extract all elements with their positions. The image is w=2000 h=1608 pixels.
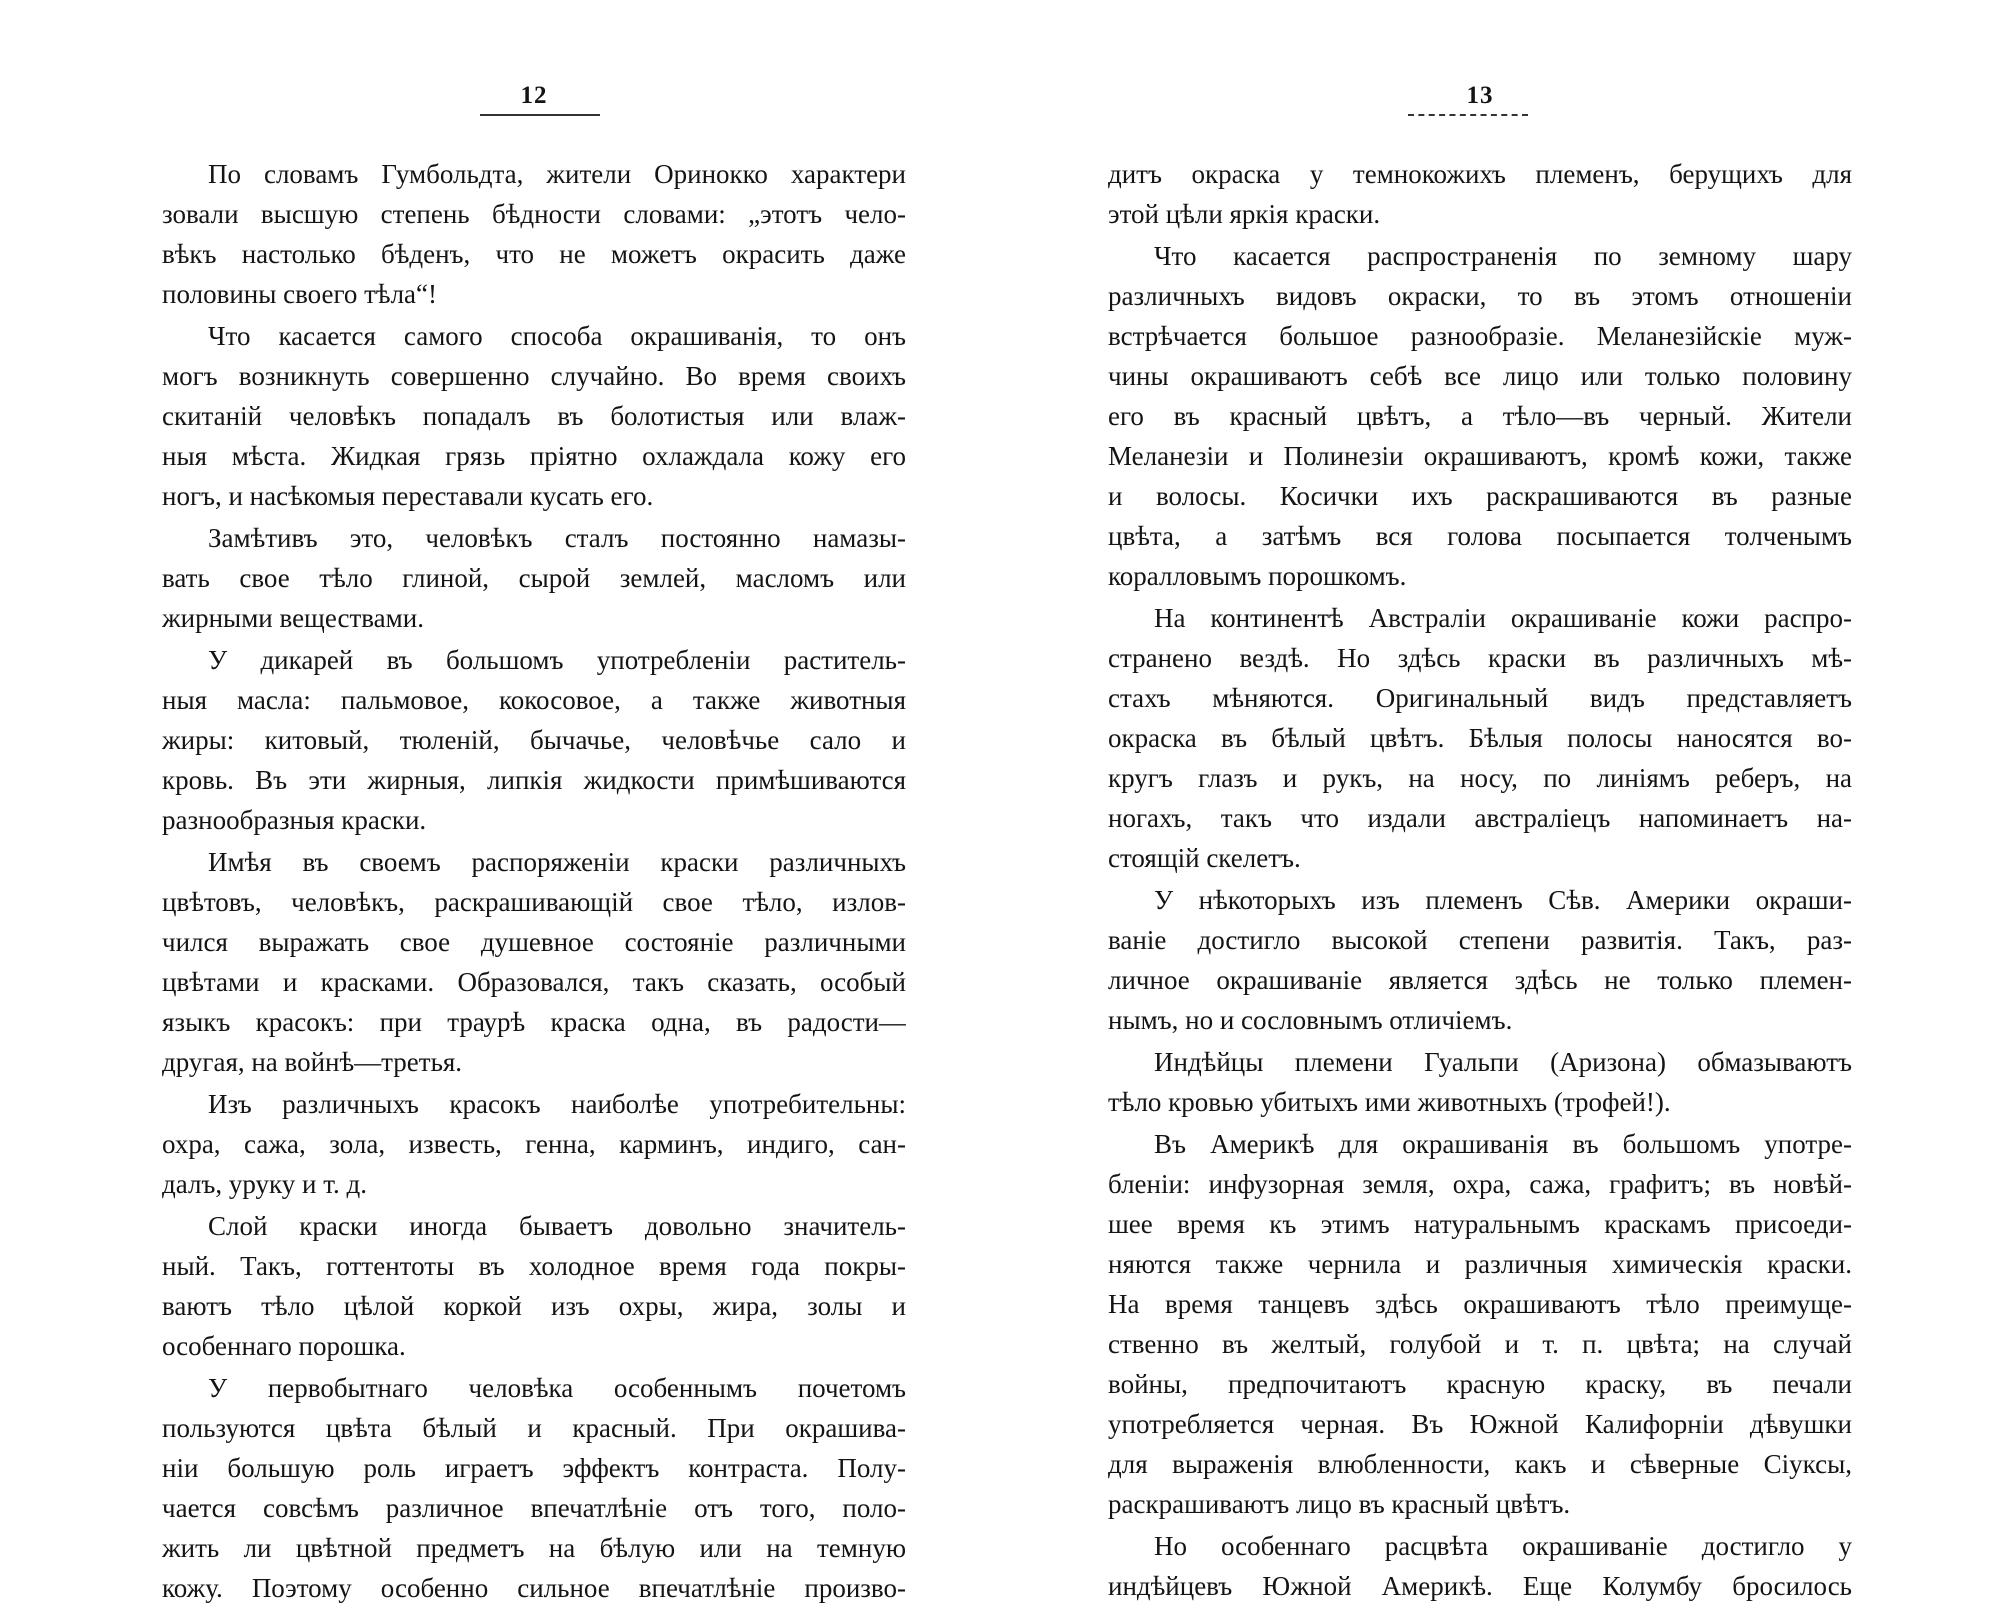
text-line: жирными веществами. [162,603,424,633]
text-line: ный. Такъ, готтентоты въ холодное время года покры- [162,1251,906,1281]
paragraph [1108,236,1852,596]
page-body [1108,154,1852,1606]
text-line: войны, предпочитаютъ красную краску, въ печали [1108,1369,1852,1399]
paragraph [1108,880,1852,1040]
text-line: цвѣта, а затѣмъ вся голова посыпается толченымъ [1108,521,1852,551]
paragraph [162,1084,906,1204]
text-line: ственно въ желтый, голубой и т. п. цвѣта; на случай [1108,1329,1852,1359]
text-line: вѣкъ настолько бѣденъ, что не можетъ окрасить даже [162,239,906,269]
paragraph [162,154,906,314]
text-line: разнообразныя краски. [162,805,427,835]
text-line: личное окрашиваніе является здѣсь не только племен- [1108,965,1852,995]
paragraph [162,1206,906,1366]
text-line: У нѣкоторыхъ изъ племенъ Сѣв. Америки окраши- [1154,885,1852,915]
text-line: другая, на войнѣ—третья. [162,1047,463,1077]
text-line: Индѣйцы племени Гуальпи (Аризона) обмазываютъ [1154,1047,1852,1077]
text-line: Въ Америкѣ для окрашиванія въ большомъ употре- [1154,1129,1852,1159]
paragraph [1108,1042,1852,1122]
paragraph [162,316,906,516]
text-line: употребляется черная. Въ Южной Калифорніи дѣвушки [1108,1409,1852,1439]
text-line: стахъ мѣняются. Оригинальный видъ представляетъ [1108,683,1852,713]
text-line: цвѣтами и красками. Образовался, такъ сказать, особый [162,967,906,997]
text-line: вать свое тѣло глиной, сырой землей, масломъ или [162,563,906,593]
text-line: На континентѣ Австраліи окрашиваніе кожи распро- [1154,603,1852,633]
left-page [162,0,906,1603]
paragraph [1108,598,1852,878]
text-line: различныхъ видовъ окраски, то въ этомъ отношеніи [1108,281,1852,311]
text-line: и волосы. Косички ихъ раскрашиваются въ разные [1108,481,1852,511]
text-line: скитаній человѣкъ попадалъ въ болотистыя или влаж- [162,401,906,431]
text-line: для выраженія влюбленности, какъ и сѣверные Сіуксы, [1108,1449,1852,1479]
paragraph [162,640,906,840]
text-line: особеннаго порошка. [162,1331,406,1361]
text-line: встрѣчается большое разнообразіе. Меланезійскіе муж- [1108,321,1852,351]
text-line: тѣло кровью убитыхъ ими животныхъ (трофей!). [1108,1087,1671,1117]
text-line: дитъ окраска у темнокожихъ племенъ, берущихъ для [1108,159,1852,189]
text-line: стоящій скелетъ. [1108,843,1301,873]
text-line: ваютъ тѣло цѣлой коркой изъ охры, жира, золы и [162,1291,906,1321]
right-page [1108,0,1852,1601]
paragraph [162,518,906,638]
text-line: чается совсѣмъ различное впечатлѣніе отъ того, поло- [162,1493,906,1523]
text-line: Что касается самого способа окрашиванія, то онъ [208,321,906,351]
text-line: жить ли цвѣтной предметъ на бѣлую или на темную [162,1533,906,1563]
text-line: У первобытнаго человѣка особеннымъ почетомъ [208,1373,906,1403]
text-line: ныя мѣста. Жидкая грязь пріятно охлаждала кожу его [162,441,906,471]
text-line: кругъ глазъ и рукъ, на носу, по линіямъ реберъ, на [1108,763,1852,793]
text-line: зовали высшую степень бѣдности словами: „этотъ чело- [162,199,906,229]
text-line: чины окрашиваютъ себѣ все лицо или только половину [1108,361,1852,391]
page-number: 12 [520,82,548,109]
text-line: нымъ, но и сословнымъ отличіемъ. [1108,1005,1513,1035]
header-rule [1408,114,1528,116]
text-line: Имѣя въ своемъ распоряженіи краски различныхъ [208,847,906,877]
text-line: половины своего тѣла“! [162,279,438,309]
text-line: У дикарей въ большомъ употребленіи раститель- [208,645,906,675]
text-line: Изъ различныхъ красокъ наиболѣе употребительны: [208,1089,906,1119]
paragraph [162,842,906,1082]
text-line: могъ возникнуть совершенно случайно. Во время своихъ [162,361,906,391]
text-line: бленіи: инфузорная земля, охра, сажа, графитъ; въ новѣй- [1108,1169,1852,1199]
text-line: языкъ красокъ: при траурѣ краска одна, въ радости— [162,1007,906,1037]
text-line: Слой краски иногда бываетъ довольно значитель- [208,1211,906,1241]
text-line: охра, сажа, зола, известь, генна, карминъ, индиго, сан- [162,1129,906,1159]
text-line: этой цѣли яркія краски. [1108,199,1381,229]
paragraph [1108,1124,1852,1524]
text-line: чился выражать свое душевное состояніе различными [162,927,906,957]
text-line: няются также чернила и различныя химическія краски. [1108,1249,1852,1279]
text-line: По словамъ Гумбольдта, жители Оринокко характери [208,159,906,189]
text-line: кровь. Въ эти жирныя, липкія жидкости примѣшиваются [162,765,906,795]
header-rule [480,114,600,116]
text-line: окраска въ бѣлый цвѣтъ. Бѣлыя полосы наносятся во- [1108,723,1852,753]
text-line: далъ, уруку и т. д. [162,1169,367,1199]
text-line: цвѣтовъ, человѣкъ, раскрашивающій свое тѣло, излов- [162,887,906,917]
text-line: странено вездѣ. Но здѣсь краски въ различныхъ мѣ- [1108,643,1852,673]
text-line: ніи большую роль играетъ эффектъ контраста. Полу- [162,1453,906,1483]
text-line: ваніе достигло высокой степени развитія. Такъ, раз- [1108,925,1852,955]
text-line: На время танцевъ здѣсь окрашиваютъ тѣло преимуще- [1108,1289,1852,1319]
text-line: ногъ, и насѣкомыя переставали кусать его. [162,481,654,511]
text-line: Замѣтивъ это, человѣкъ сталъ постоянно намазы- [208,523,906,553]
paragraph [1108,154,1852,234]
text-line: индѣйцевъ Южной Америкѣ. Еще Колумбу бросилось [1108,1571,1852,1601]
text-line: ныя масла: пальмовое, кокосовое, а также животныя [162,685,906,715]
text-line: Но особеннаго расцвѣта окрашиваніе достигло у [1154,1531,1852,1561]
text-line: ногахъ, такъ что издали австраліецъ напоминаетъ на- [1108,803,1852,833]
text-line: пользуются цвѣта бѣлый и красный. При окрашива- [162,1413,906,1443]
text-line: кожу. Поэтому особенно сильное впечатлѣніе произво- [162,1573,906,1603]
page-number: 13 [1466,82,1494,109]
text-line: коралловымъ порошкомъ. [1108,561,1407,591]
text-line: его въ красный цвѣтъ, а тѣло—въ черный. Жители [1108,401,1852,431]
text-line: шее время къ этимъ натуральнымъ краскамъ присоеди- [1108,1209,1852,1239]
paragraph [162,1368,906,1608]
paragraph [1108,1526,1852,1606]
page-body [162,154,906,1608]
text-line: Что касается распространенія по земному шару [1154,241,1852,271]
text-line: жиры: китовый, тюленій, бычачье, человѣчье сало и [162,725,906,755]
text-line: Меланезіи и Полинезіи окрашиваютъ, кромѣ кожи, также [1108,441,1852,471]
text-line: раскрашиваютъ лицо въ красный цвѣтъ. [1108,1489,1571,1519]
